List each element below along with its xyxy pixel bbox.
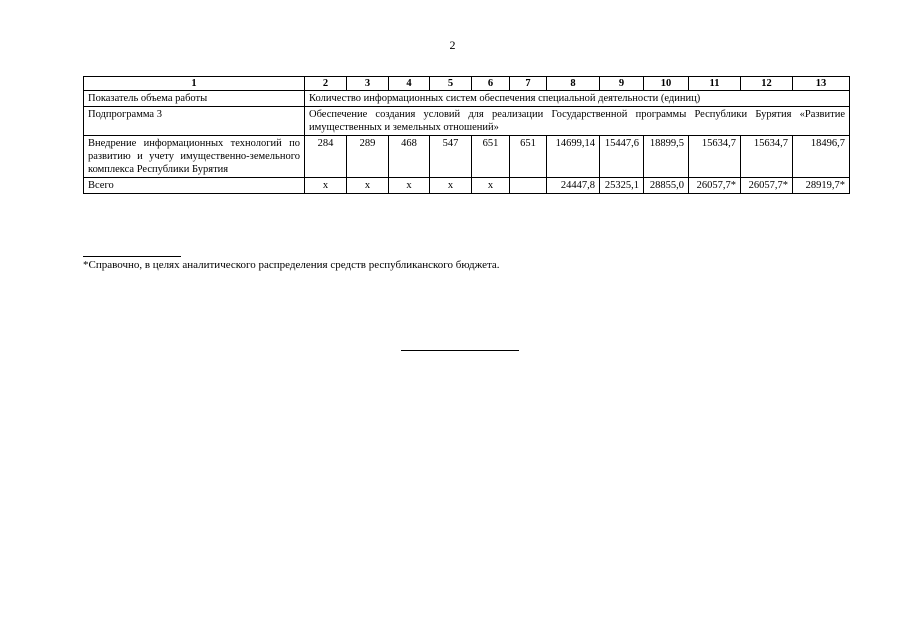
table-cell: 468 (389, 136, 430, 178)
table-cell: 651 (472, 136, 510, 178)
implementation-row (84, 136, 850, 178)
table-cell: х (347, 178, 389, 194)
footnote-separator (83, 256, 181, 257)
page-number: 2 (449, 38, 456, 52)
indicator-value: Количество информационных систем обеспечения специальной деятельности (единиц) (305, 91, 850, 107)
table-cell: х (305, 178, 347, 194)
column-header: 10 (644, 77, 689, 91)
row-label: Всего (84, 178, 305, 194)
table-cell: 26057,7* (741, 178, 793, 194)
row-label: Показатель объема работы (84, 91, 305, 107)
table-cell: 284 (305, 136, 347, 178)
table-cell: 24447,8 (547, 178, 600, 194)
indicator-row (84, 91, 850, 107)
table-cell: 15634,7 (689, 136, 741, 178)
table-cell: 25325,1 (600, 178, 644, 194)
subprogram-row (84, 107, 850, 136)
column-header: 4 (389, 77, 430, 91)
column-header: 5 (430, 77, 472, 91)
end-of-document-line (401, 350, 519, 351)
table-cell: 15447,6 (600, 136, 644, 178)
table-cell: х (472, 178, 510, 194)
table-cell: 18496,7 (793, 136, 850, 178)
column-header: 2 (305, 77, 347, 91)
header-row (84, 77, 850, 91)
column-header: 7 (510, 77, 547, 91)
table-cell: 14699,14 (547, 136, 600, 178)
table-cell: 18899,5 (644, 136, 689, 178)
table-cell: 15634,7 (741, 136, 793, 178)
budget-table (83, 76, 850, 194)
subprogram-value: Обеспечение создания условий для реализации Государственной программы Республики Бурятия «Развитие имущественных и земельных отношений» (305, 107, 850, 136)
footnote-text: *Справочно, в целях аналитического распределения средств республиканского бюджета. (83, 259, 500, 271)
column-header: 11 (689, 77, 741, 91)
table-cell: х (430, 178, 472, 194)
table-cell: 28919,7* (793, 178, 850, 194)
column-header: 13 (793, 77, 850, 91)
table-cell: 28855,0 (644, 178, 689, 194)
table-cell: 289 (347, 136, 389, 178)
column-header: 6 (472, 77, 510, 91)
table-cell: 651 (510, 136, 547, 178)
column-header: 3 (347, 77, 389, 91)
column-header: 9 (600, 77, 644, 91)
table-cell: 547 (430, 136, 472, 178)
column-header: 8 (547, 77, 600, 91)
total-row (84, 178, 850, 194)
column-header: 12 (741, 77, 793, 91)
row-label: Подпрограмма 3 (84, 107, 305, 136)
column-header: 1 (84, 77, 305, 91)
table-cell (510, 178, 547, 194)
row-label: Внедрение информационных технологий по развитию и учету имущественно-земельного комплекса Республики Бурятия (84, 136, 305, 178)
table-cell: х (389, 178, 430, 194)
table-cell: 26057,7* (689, 178, 741, 194)
